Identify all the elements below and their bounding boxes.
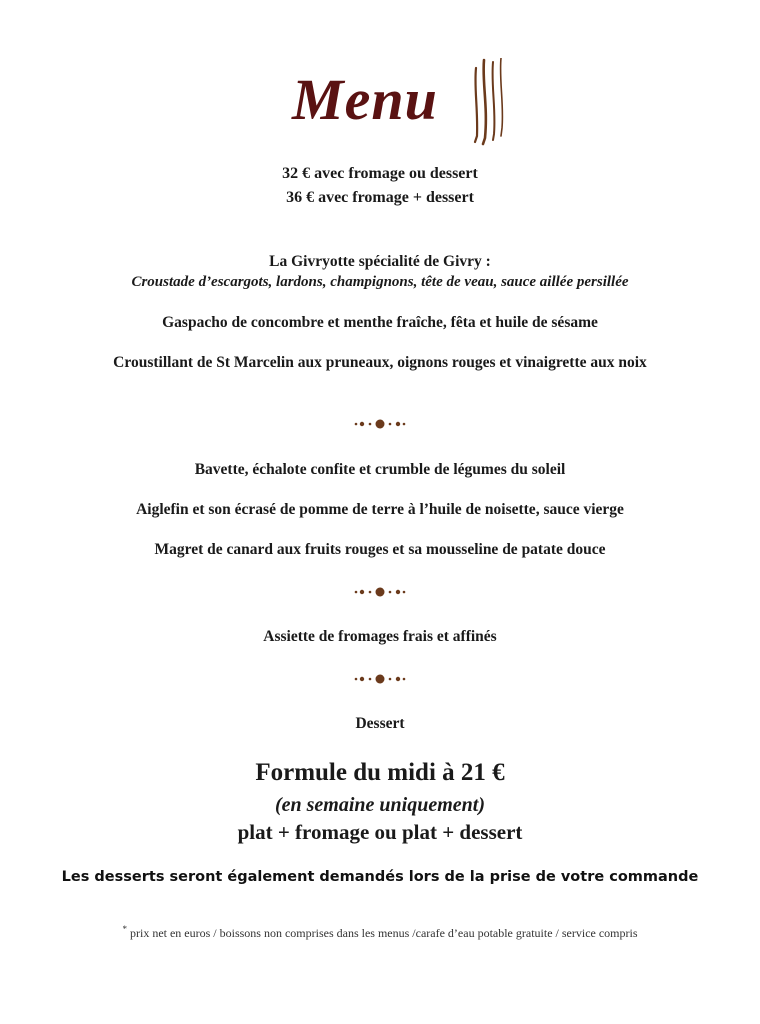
main-item-2: Aiglefin et son écrasé de pomme de terre à l’huile de noisette, sauce vierge (136, 501, 624, 518)
menu-header (0, 58, 760, 148)
dessert-order-notice: Les desserts seront également demandés lors de la prise de votre commande (61, 869, 699, 885)
starter-item-2: Gaspacho de concombre et menthe fraîche, fêta et huile de sésame (162, 314, 598, 331)
price-line-2: 36 € avec fromage + dessert (286, 189, 474, 206)
main-item-1: Bavette, échalote confite et crumble de légumes du soleil (194, 461, 566, 478)
formule-title: Formule du midi à 21 € (255, 759, 505, 786)
starter-item-3: Croustillant de St Marcelin aux pruneaux, oignons rouges et vinaigrette aux noix (113, 354, 647, 371)
page-title: Menu (292, 67, 438, 132)
price-line-1: 32 € avec fromage ou dessert (282, 165, 478, 182)
section-ornament-2 (350, 586, 410, 598)
brush-strokes-decoration (468, 58, 512, 150)
footnote-asterisk: * (122, 924, 127, 934)
footnote (0, 924, 760, 941)
dessert-item: Dessert (355, 715, 405, 732)
cheese-item: Assiette de fromages frais et affinés (263, 628, 497, 645)
section-ornament-3 (350, 673, 410, 685)
main-item-3: Magret de canard aux fruits rouges et sa mousseline de patate douce (154, 541, 606, 558)
section-ornament-1 (350, 418, 410, 430)
footnote-text: prix net en euros / boissons non comprises dans les menus /carafe d’eau potable gratuite / service compris (129, 926, 638, 940)
starter-specialty-description: Croustade d’escargots, lardons, champignons, tête de veau, sauce aillée persillée (131, 274, 629, 290)
starter-specialty-title: La Givryotte spécialité de Givry : (269, 253, 491, 270)
formule-subtitle: (en semaine uniquement) (274, 794, 485, 816)
formule-description: plat + fromage ou plat + dessert (237, 820, 523, 844)
